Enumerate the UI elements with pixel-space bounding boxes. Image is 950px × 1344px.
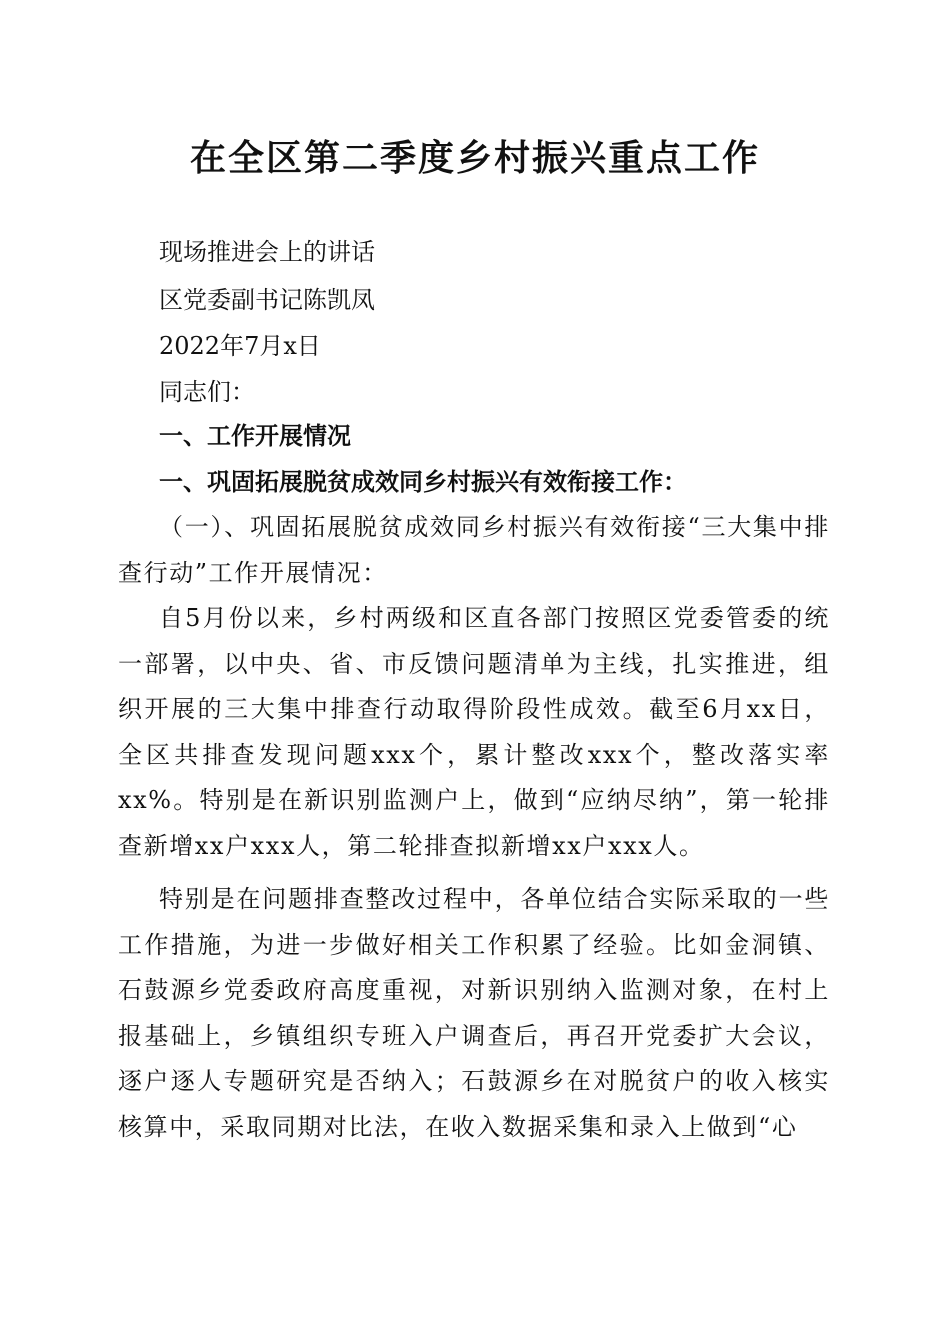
salutation: 同志们：	[159, 378, 255, 406]
document-title: 在全区第二季度乡村振兴重点工作	[189, 138, 760, 179]
document-subtitle: 现场推进会上的讲话	[159, 238, 375, 266]
document-body	[118, 505, 830, 1150]
speaker-line: 区党委副书记陈凯凤	[159, 286, 375, 314]
subheading-paragraph: （一）、巩固拓展脱贫成效同乡村振兴有效衔接“三大集中排查行动”工作开展情况：	[118, 513, 830, 587]
section-heading-1: 一、工作开展情况	[159, 422, 351, 450]
body-paragraph-1: 自5月份以来，乡村两级和区直各部门按照区党委管委的统一部署，以中央、省、市反馈问题清单为主线，扎实推进，组织开展的三大集中排查行动取得阶段性成效。截至6月xx日，全区共排查发现问题xxx个，累计整改xxx个，整改落实率xx%。特别是在新识别监测户上，做到“应纳尽纳”，第一轮排查新增xx户xxx人，第二轮排查拟新增xx户xxx人。	[118, 604, 830, 860]
section-heading-2: 一、巩固拓展脱贫成效同乡村振兴有效衔接工作：	[159, 468, 687, 496]
date-line: 2022年7月x日	[159, 332, 321, 360]
body-paragraph-2: 特别是在问题排查整改过程中，各单位结合实际采取的一些工作措施，为进一步做好相关工作积累了经验。比如金洞镇、石鼓源乡党委政府高度重视，对新识别纳入监测对象，在村上报基础上，乡镇组织专班入户调查后，再召开党委扩大会议，逐户逐人专题研究是否纳入；石鼓源乡在对脱贫户的收入核实核算中，采取同期对比法，在收入数据采集和录入上做到“心	[118, 885, 830, 1141]
